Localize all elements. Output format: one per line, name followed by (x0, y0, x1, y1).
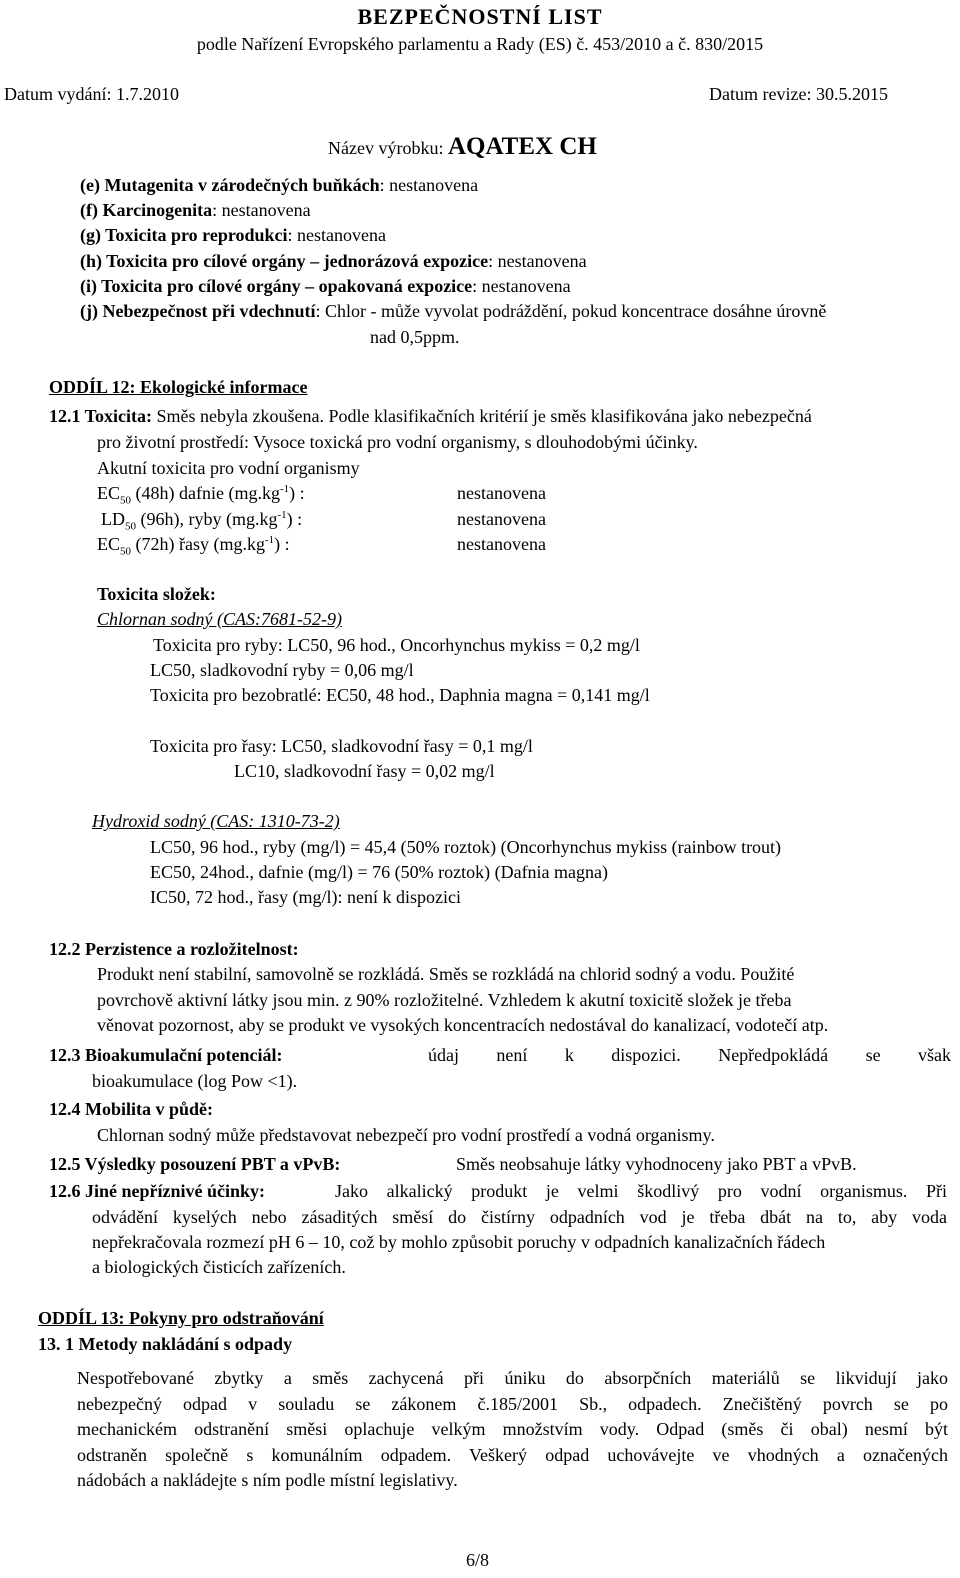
aquatic-row-label-part: ) : (289, 483, 305, 503)
component-tox-line: LC50, sladkovodní ryby = 0,06 mg/l (150, 660, 414, 680)
list-item (80, 251, 587, 273)
list-item-value: : nestanovena (212, 200, 311, 220)
list-item-continuation: nad 0,5ppm. (370, 327, 460, 347)
list-item-label: (h) Toxicita pro cílové orgány – jednorázová expozice (80, 251, 489, 271)
list-item-label: (j) Nebezpečnost při vdechnutí (80, 301, 316, 321)
list-item (80, 175, 478, 197)
subsection-12-1-text-cont: pro životní prostředí: Vysoce toxická pro vodní organismy, s dlouhodobými účinky. (97, 432, 698, 452)
section-13-heading: ODDÍL 13: Pokyny pro odstraňování (38, 1308, 324, 1328)
subsection-12-2-text: povrchově aktivní látky jsou min. z 90% rozložitelné. Vzhledem k akutní toxicitě složek je třeba (97, 990, 792, 1010)
aquatic-row-label-part: LD (101, 509, 125, 529)
subsection-12-3-label: 12.3 Bioakumulační potenciál: (49, 1045, 283, 1065)
component-tox-line: IC50, 72 hod., řasy (mg/l): není k dispozici (150, 887, 461, 907)
issue-date (4, 84, 179, 106)
aquatic-row-label-part: EC (97, 534, 121, 554)
subsection-12-6-text: a biologických čisticích zařízeních. (92, 1257, 346, 1277)
component-tox-line: LC10, sladkovodní řasy = 0,02 mg/l (234, 761, 495, 781)
product-name-label: Název výrobku: (328, 138, 444, 158)
aquatic-row-value: nestanovena (457, 509, 546, 529)
subsection-12-4-label: 12.4 Mobilita v půdě: (49, 1099, 214, 1119)
list-item-label: (e) Mutagenita v zárodečných buňkách (80, 175, 380, 195)
subsection-12-6-text: nepřekračovala rozmezí pH 6 – 10, což by mohlo způsobit poruchy v odpadních kanalizačních řádech (92, 1232, 826, 1252)
document-title: BEZPEČNOSTNÍ LIST (357, 4, 603, 29)
revision-date (709, 84, 888, 106)
component-chlornan-name: Chlornan sodný (CAS:7681-52-9) (97, 609, 342, 629)
list-item-label: (g) Toxicita pro reprodukci (80, 225, 288, 245)
aquatic-row-superscript: -1 (265, 534, 275, 546)
aquatic-row-label-part: (72h) řasy (mg.kg (131, 534, 265, 554)
aquatic-row-value: nestanovena (457, 483, 546, 503)
aquatic-row-label-part: EC (97, 483, 121, 503)
issue-date-label: Datum vydání: (4, 84, 112, 104)
issue-date-value: 1.7.2010 (115, 84, 179, 104)
page-number: 6/8 (466, 1550, 490, 1570)
list-item-value: : nestanovena (287, 225, 386, 245)
list-item (80, 200, 311, 222)
section-12-heading: ODDÍL 12: Ekologické informace (49, 377, 308, 397)
section-13-text: nebezpečný odpad v souladu se zákonem č.185/2001 Sb., odpadech. Znečištěný povrch se po (77, 1394, 948, 1414)
regulation-subtitle: podle Nařízení Evropského parlamentu a Rady (ES) č. 453/2010 a č. 830/2015 (196, 34, 764, 54)
section-13-text: Nespotřebované zbytky a směs zachycená při úniku do absorpčních materiálů se likvidují jako (77, 1368, 948, 1388)
section-13-text: nádobách a nakládejte s ním podle místní legislativy. (77, 1470, 458, 1490)
list-item-value: : nestanovena (488, 251, 587, 271)
list-item-value: : nestanovena (379, 175, 479, 195)
subsection-12-1-label: 12.1 Toxicita: (49, 406, 153, 426)
component-tox-line: Toxicita pro řasy: LC50, sladkovodní řasy = 0,1 mg/l (150, 736, 533, 756)
product-name-line (328, 132, 597, 162)
subsection-12-4-text: Chlornan sodný může představovat nebezpečí pro vodní prostředí a vodná organismy. (97, 1125, 715, 1145)
section-13-text: odstraněn společně s komunálním odpadem. Veškerý odpad uchovávejte ve vhodných a označených (77, 1445, 948, 1465)
aquatic-row-superscript: -1 (277, 509, 287, 521)
list-item-label: (i) Toxicita pro cílové orgány – opakovaná expozice (80, 276, 473, 296)
subsection-12-3-text: údaj není k dispozici. Nepředpokládá se však (428, 1045, 951, 1065)
list-item (80, 301, 826, 323)
aquatic-row-label (101, 509, 302, 534)
aquatic-row-label-part: ) : (286, 509, 303, 529)
revision-date-value: 30.5.2015 (816, 84, 888, 104)
aquatic-row-subscript: 50 (125, 520, 136, 533)
subsection-12-5-text: Směs neobsahuje látky vyhodnoceny jako PBT a vPvB. (456, 1154, 857, 1174)
subsection-12-1 (49, 406, 812, 428)
component-tox-line: Toxicita pro bezobratlé: EC50, 48 hod., Daphnia magna = 0,141 mg/l (150, 685, 650, 705)
list-item (80, 225, 386, 247)
aquatic-row-label (97, 483, 305, 508)
aquatic-row-label (97, 534, 290, 559)
subsection-12-2-label: 12.2 Perzistence a rozložitelnost: (49, 939, 299, 959)
aquatic-row-value: nestanovena (457, 534, 546, 554)
aquatic-row-subscript: 50 (120, 494, 132, 507)
subsection-12-6-text: odvádění kyselých nebo zásaditých směsí do čistírny odpadních vod je třeba dbát na to, aby voda (92, 1207, 947, 1227)
product-name: AQATEX CH (447, 133, 597, 160)
subsection-12-3-text-cont: bioakumulace (log Pow <1). (92, 1071, 298, 1091)
list-item-value: : Chlor - může vyvolat podráždění, pokud koncentrace dosáhne úrovně (315, 301, 827, 321)
aquatic-row-subscript: 50 (120, 545, 132, 558)
list-item (80, 276, 571, 298)
subsection-13-1-label: 13. 1 Metody nakládání s odpady (38, 1334, 293, 1354)
list-item-value: : nestanovena (472, 276, 571, 296)
subsection-12-6-text: Jako alkalický produkt je velmi škodlivý pro vodní organismus. Při (335, 1181, 947, 1201)
subsection-12-2-text: Produkt není stabilní, samovolně se rozkládá. Směs se rozkládá na chlorid sodný a vodu. Použité (97, 964, 795, 984)
revision-date-label: Datum revize: (709, 84, 812, 104)
subsection-12-6-label: 12.6 Jiné nepříznivé účinky: (49, 1181, 266, 1201)
aquatic-row-superscript: -1 (279, 483, 290, 495)
subsection-12-5-label: 12.5 Výsledky posouzení PBT a vPvB: (49, 1154, 341, 1174)
aquatic-toxicity-title: Akutní toxicita pro vodní organismy (97, 458, 360, 478)
subsection-12-2-text: věnovat pozornost, aby se produkt ve vysokých koncentracích nedostával do kanalizací, vodotečí atp. (97, 1015, 829, 1035)
list-item-label: (f) Karcinogenita (80, 200, 213, 220)
aquatic-row-label-part: (48h) dafnie (mg.kg (131, 483, 280, 503)
component-hydroxid-name: Hydroxid sodný (CAS: 1310-73-2) (92, 811, 340, 831)
aquatic-row-label-part: (96h), ryby (mg.kg (136, 509, 278, 529)
aquatic-row-label-part: ) : (274, 534, 290, 554)
components-toxicity-heading: Toxicita složek: (97, 584, 216, 604)
section-13-text: mechanickém odstranění směsi oplachuje velkým množstvím vody. Odpad (směs či obal) nesmí být (77, 1419, 948, 1439)
component-tox-line: Toxicita pro ryby: LC50, 96 hod., Oncorhynchus mykiss = 0,2 mg/l (153, 635, 640, 655)
component-tox-line: LC50, 96 hod., ryby (mg/l) = 45,4 (50% roztok) (Oncorhynchus mykiss (rainbow trout) (150, 837, 782, 857)
subsection-12-1-text: Směs nebyla zkoušena. Podle klasifikačních kritérií je směs klasifikována jako nebezpečná (156, 406, 812, 426)
component-tox-line: EC50, 24hod., dafnie (mg/l) = 76 (50% roztok) (Dafnia magna) (150, 862, 609, 882)
